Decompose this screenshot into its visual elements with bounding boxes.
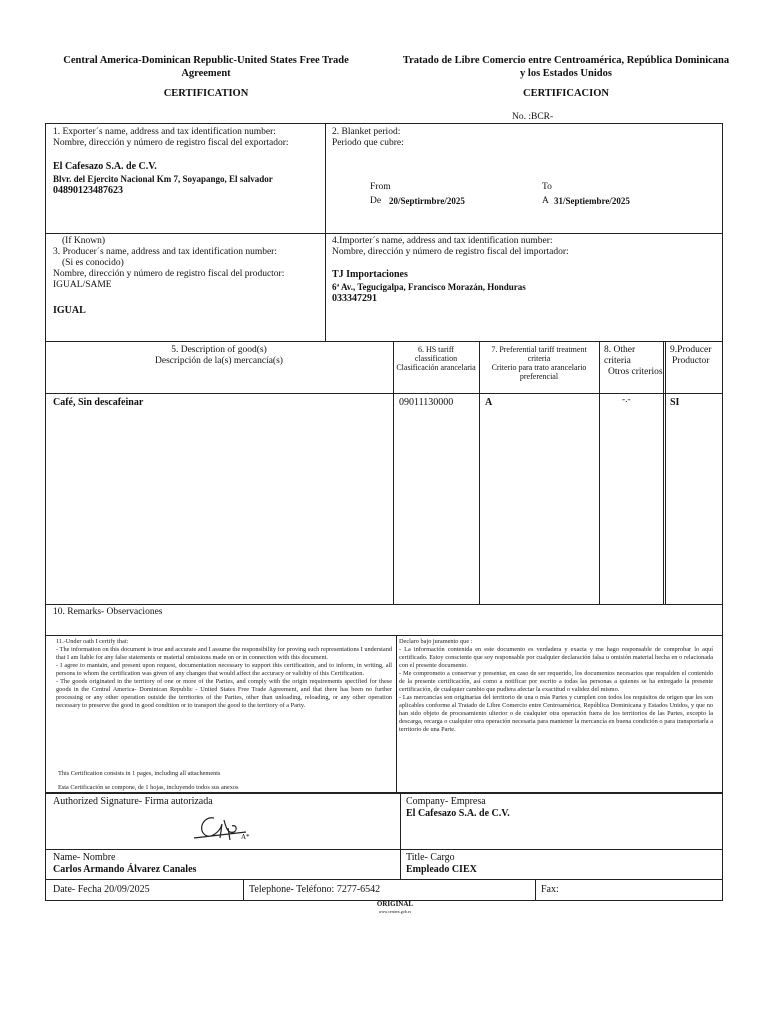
signature-label: Authorized Signature- Firma autorizada xyxy=(53,796,213,807)
declaration-es-head: Declaro bajo juramento que : xyxy=(399,638,473,645)
remarks-label: 10. Remarks- Observaciones xyxy=(53,607,163,617)
website-text: www.centrex.gob.sv xyxy=(378,909,412,914)
title-value: Empleado CIEX xyxy=(406,864,477,875)
exporter-label-es: Nombre, dirección y número de registro fiscal del exportador: xyxy=(53,138,289,148)
col6-header-en2: classification xyxy=(414,354,458,363)
exporter-tax-id: 04890123487623 xyxy=(53,185,123,196)
blanket-label-es: Periodo que cubre: xyxy=(332,138,404,148)
goods-hs-code: 09011130000 xyxy=(399,397,454,408)
pages-count-es: Esta Certificación se compone, de 1 hojas, incluyendo todos sus anexos xyxy=(58,784,239,791)
importer-address: 6ª Av., Tegucigalpa, Francisco Morazán, Honduras xyxy=(332,282,526,292)
exporter-label-en: 1. Exporter´s name, address and tax identification number: xyxy=(53,127,276,137)
certification-heading-en: CERTIFICATION xyxy=(163,88,249,99)
col8-header-en: 8. Other xyxy=(604,345,636,355)
pages-count-en: This Certification consists in 1 pages, including all attachements xyxy=(58,770,221,777)
blanket-to-value: 31/Septiembre/2025 xyxy=(554,196,630,206)
declaration-es-p2: - Me comprometo a conservar y presentar, en caso de ser requerido, los documentos necesarios que respalden el contenido de la presente certificación, así como a notificar por escrito a todas las personas a quienes se ha entregado la presente certificación, de cualquier cambio que pudiera afectar la exactitud o validez del mismo. xyxy=(399,670,713,693)
declaration-es-p1: - La información contenida en este documento es verdadera y exacta y me hago responsable de comprobar lo aquí certificado. Estoy consciente que soy responsable por cualquier declaración falsa u omisión material hecha en o relacionada con el presente documento. xyxy=(399,646,713,669)
col7-header-es: Criterio para trato arancelario xyxy=(491,363,587,372)
blanket-from-value: 20/Septirmbre/2025 xyxy=(389,196,465,206)
col7-header-en: 7. Preferential tariff treatment xyxy=(491,345,587,354)
col9-header-es: Productor xyxy=(672,356,710,366)
goods-criterion: A xyxy=(485,397,493,408)
col6-header-es: Clasificación arancelaria xyxy=(396,363,476,372)
col5-header-es: Descripción de la(s) mercancía(s) xyxy=(155,356,283,366)
blanket-label-en: 2. Blanket period: xyxy=(332,127,401,137)
goods-other-criteria: -.- xyxy=(622,395,631,405)
col8-header-es: Otros criterios xyxy=(608,367,663,377)
blanket-a-label: A xyxy=(542,196,549,206)
producer-label-en: 3. Producer´s name, address and tax identification number: xyxy=(53,247,277,257)
declaration-en-head: 11.-Under oath I certify that: xyxy=(56,638,129,645)
col8-header-en2: criteria xyxy=(604,356,631,366)
col6-header-en: 6. HS tariff xyxy=(417,345,455,354)
certificate-number: No. :BCR- xyxy=(512,112,554,122)
goods-producer: SI xyxy=(670,397,680,408)
declaration-en-p2: - I agree to mantain, and present upon request, documentation necessary to support this certification, and to inform, in writing, all persons to whom the certification was given of any changes that would affect the accuracy or validity of this Certification. xyxy=(56,662,392,677)
col7-header-en2: criteria xyxy=(527,354,551,363)
col7-header-es2: preferencial xyxy=(519,372,559,381)
col9-header-en: 9.Producer xyxy=(670,345,712,355)
title-english: Central America-Dominican Republic-United States Free Trade Agreement xyxy=(63,55,349,79)
importer-tax-id: 033347291 xyxy=(332,293,377,304)
name-label: Name- Nombre xyxy=(53,852,116,863)
producer-if-known: (If Known) xyxy=(62,236,106,246)
blanket-to-label: To xyxy=(542,182,552,192)
declaration-english xyxy=(56,638,392,710)
producer-si-conocido: (Si es conocido) xyxy=(62,258,124,268)
fax-field: Fax: xyxy=(541,884,559,895)
producer-label-es: Nombre, dirección y número de registro fiscal del productor: xyxy=(53,269,285,279)
goods-description: Café, Sin descafeinar xyxy=(53,397,144,408)
declaration-en-p1: - The information on this document is true and accurate and I assume the responsibility for proving such representations I understand that I am liable for any false statements or material omissions made on or in connection with this document. xyxy=(56,646,392,661)
blanket-de-label: De xyxy=(370,196,382,206)
blanket-from-label: From xyxy=(370,182,391,192)
producer-value: IGUAL xyxy=(53,305,86,316)
exporter-address: Blvr. del Ejercito Nacional Km 7, Soyapango, El salvador xyxy=(53,174,273,184)
importer-name: TJ Importaciones xyxy=(332,269,408,280)
telephone-field: Telephone- Teléfono: 7277-6542 xyxy=(249,884,381,895)
certification-heading-es: CERTIFICACION xyxy=(523,88,609,99)
importer-label-es: Nombre, dirección y número de registro fiscal del importador: xyxy=(332,247,569,257)
producer-igual-same: IGUAL/SAME xyxy=(53,280,112,290)
original-stamp: ORIGINAL xyxy=(376,900,414,908)
company-value: El Cafesazo S.A. de C.V. xyxy=(406,808,510,819)
importer-label-en: 4.Importer´s name, address and tax identification number: xyxy=(332,236,553,246)
declaration-spanish xyxy=(399,638,713,734)
col5-header-en: 5. Description of good(s) xyxy=(171,345,267,355)
title-spanish: Tratado de Libre Comercio entre Centroamérica, República Dominicana y los Estados Unidos xyxy=(402,55,730,79)
title-label: Title- Cargo xyxy=(406,852,455,863)
exporter-name: El Cafesazo S.A. de C.V. xyxy=(53,161,157,172)
signature-mark: A* xyxy=(241,833,250,841)
date-field: Date- Fecha 20/09/2025 xyxy=(53,884,150,895)
company-label: Company- Empresa xyxy=(406,796,486,807)
declaration-es-p3: - Las mercancías son originarias del territorio de una o más Partes y cumplen con todos los requisitos de origen que les son aplicables conforme al Tratado de Libre Comercio entre Centroamérica, República Dominicana y Estados Unidos, y que no han sido objeto de procesamiento ulterior o de cualquier otra operación fuera de los territorios de las Partes, excepto la descarga, recarga o cualquier otra operación necesaria para mantener la mercancía en buena condición o para transportarla a territorio de una Parte. xyxy=(399,694,713,733)
name-value: Carlos Armando Álvarez Canales xyxy=(53,864,197,875)
declaration-en-p3: - The goods originated in the territory of one or more of the Parties, and comply with the origin requirements specified for these goods in the Central America- Dominican Republic - United States Free Trade Agreement, and that there has been no further processing or any other operation outside the territories of the Parties, other than unloading, reloading, or any other operation necessary to preserve the good in good condition or to transport the good to the territory of a Party. xyxy=(56,678,392,709)
